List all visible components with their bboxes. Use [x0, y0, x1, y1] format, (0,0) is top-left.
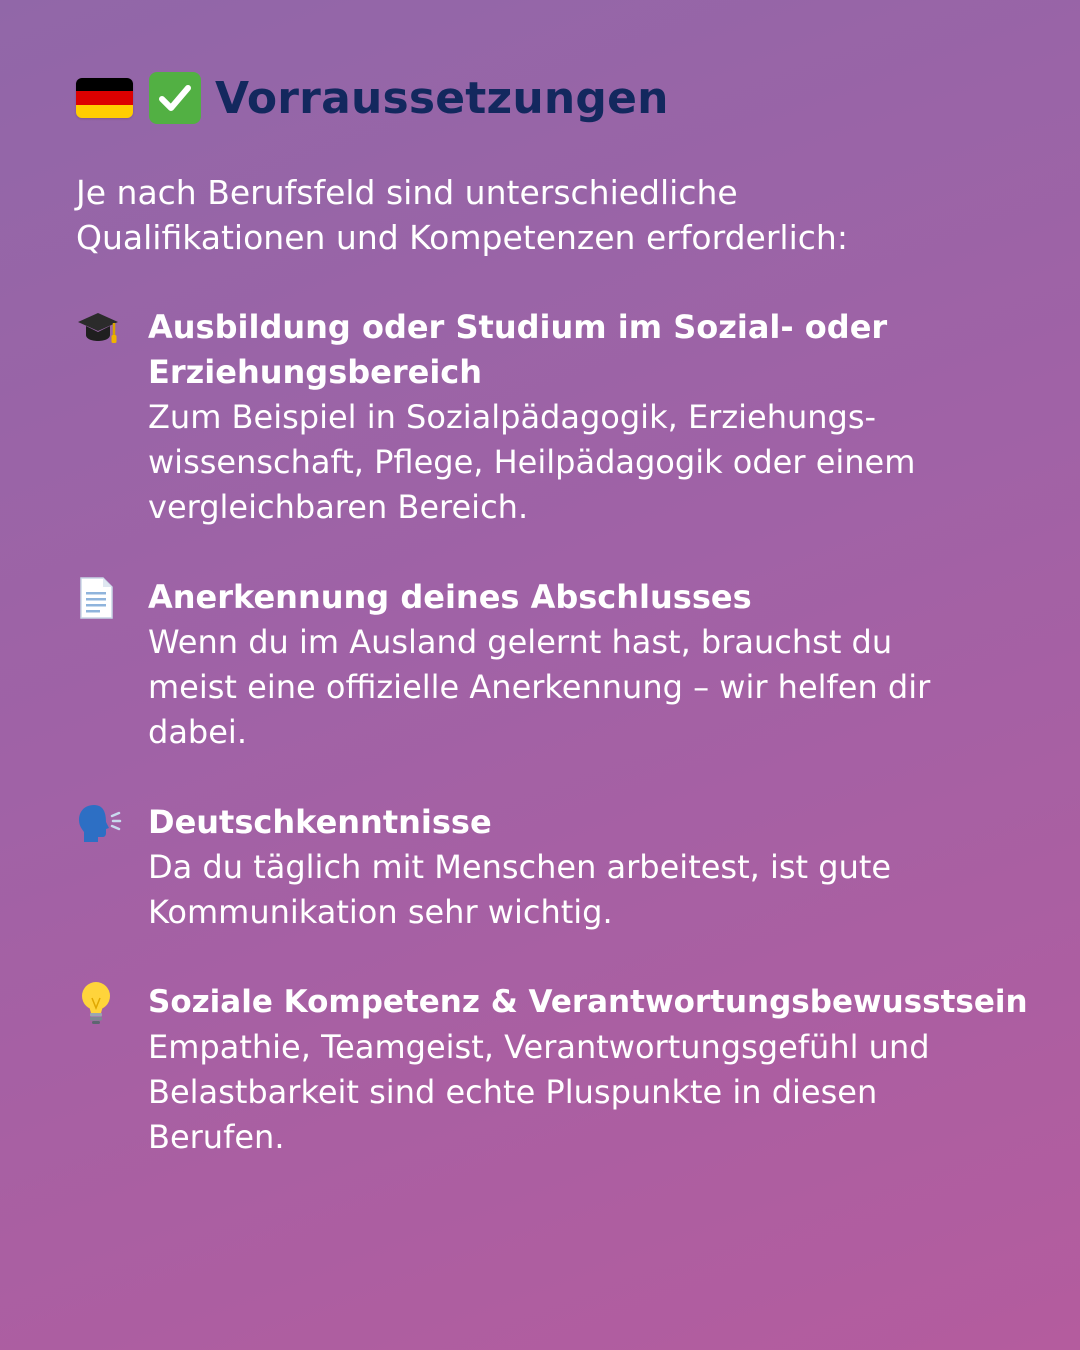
text-line: Berufen. — [148, 1118, 285, 1156]
list-item-text — [148, 395, 1028, 530]
list-item-heading — [148, 980, 1028, 1025]
list-item-text — [148, 620, 1028, 755]
header — [76, 66, 1036, 130]
heading-line: Deutschkenntnisse — [148, 803, 492, 841]
list-item-body — [148, 800, 1028, 935]
text-line: meist eine offizielle Anerkennung – wir helfen dir — [148, 668, 931, 706]
graduation-cap-icon — [76, 305, 148, 350]
heading-line: Anerkennung deines Abschlusses — [148, 578, 752, 616]
document-icon — [76, 575, 148, 620]
check-mark-button-icon — [149, 72, 201, 124]
text-line: Kommunikation sehr wichtig. — [148, 893, 613, 931]
list-item-body — [148, 980, 1028, 1160]
list-item-heading — [148, 305, 1028, 395]
text-line: Empathie, Teamgeist, Verantwortungsgefühl und — [148, 1028, 930, 1066]
list-item-text — [148, 845, 1028, 935]
text-line: Da du täglich mit Menschen arbeitest, ist gute — [148, 848, 892, 886]
list-item-heading — [148, 575, 1028, 620]
text-line: wissenschaft, Pflege, Heilpädagogik oder einem — [148, 443, 916, 481]
intro-text — [76, 170, 976, 260]
germany-flag-icon — [76, 78, 133, 118]
text-line: Wenn du im Ausland gelernt hast, brauchst du — [148, 623, 893, 661]
light-bulb-icon — [76, 980, 148, 1025]
page-content — [76, 66, 1036, 1205]
list-item — [76, 575, 1036, 755]
list-item-heading — [148, 800, 1028, 845]
text-line: Zum Beispiel in Sozialpädagogik, Erziehungs- — [148, 398, 877, 436]
list-item — [76, 980, 1036, 1160]
text-line: vergleichbaren Bereich. — [148, 488, 529, 526]
heading-line: Erziehungsbereich — [148, 353, 483, 391]
speaking-head-icon — [76, 800, 148, 845]
page-title: Vorraussetzungen — [215, 72, 669, 124]
list-item — [76, 800, 1036, 935]
heading-line: Ausbildung oder Studium im Sozial- oder — [148, 308, 888, 346]
list-item-text — [148, 1025, 1028, 1160]
intro-line: Je nach Berufsfeld sind unterschiedliche — [76, 173, 738, 212]
intro-line: Qualifikationen und Kompetenzen erforderlich: — [76, 218, 848, 257]
requirements-list — [76, 305, 1036, 1160]
list-item-body — [148, 575, 1028, 755]
text-line: dabei. — [148, 713, 247, 751]
heading-line: Soziale Kompetenz & Verantwortungsbewusstsein — [148, 984, 1028, 1020]
list-item-body — [148, 305, 1028, 530]
list-item — [76, 305, 1036, 530]
text-line: Belastbarkeit sind echte Pluspunkte in diesen — [148, 1073, 878, 1111]
